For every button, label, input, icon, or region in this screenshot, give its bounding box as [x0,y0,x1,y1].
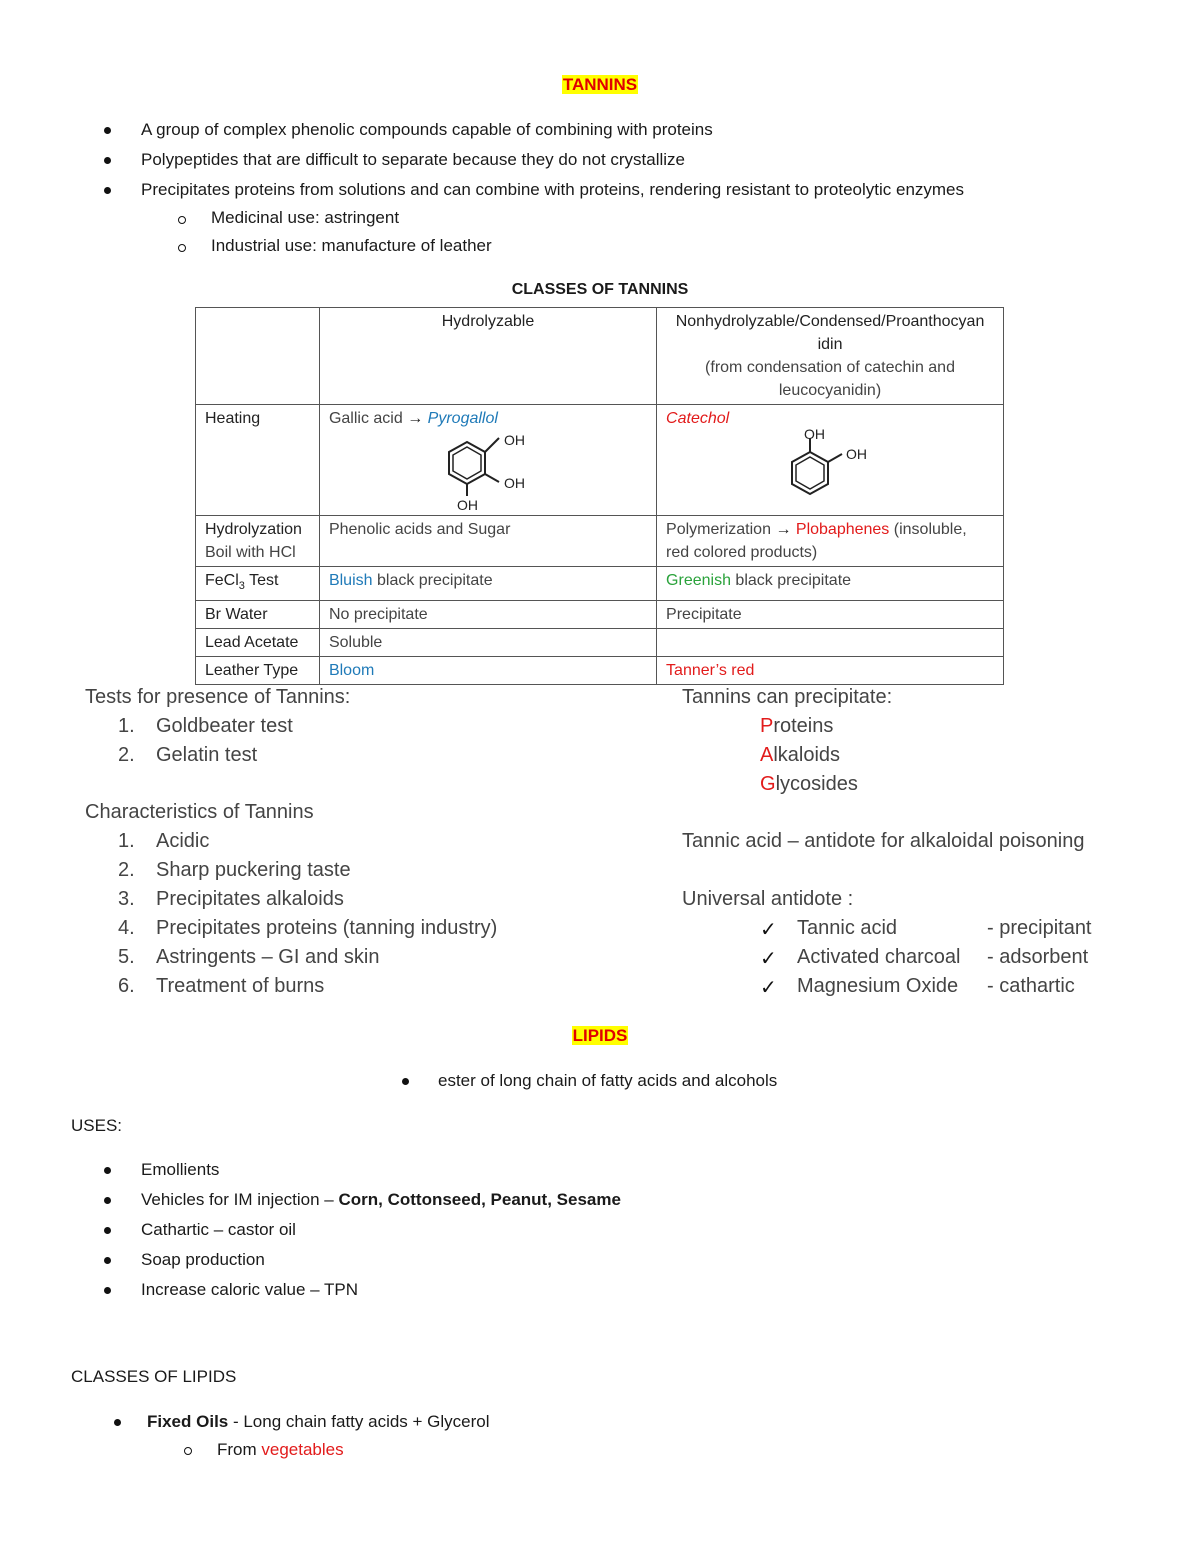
table-row [196,601,1004,629]
list-item: Cathartic – castor oil [141,1220,296,1239]
list-item: From vegetables [217,1440,344,1459]
list-item: Increase caloric value – TPN [141,1280,359,1299]
lipids-definition: ester of long chain of fatty acids and alcohols [438,1071,778,1090]
uses-heading: USES: [71,1116,123,1135]
row-label-leather: Leather Type [196,657,320,685]
check-icon: ✓ [760,919,777,941]
catechol-structure: OH OH [666,430,994,512]
hydrolyzation-condensed: Polymerization → Plobaphenes (insoluble, red colored products) [657,516,1004,567]
table-row [196,567,1004,601]
tannins-title: TANNINS [562,75,638,94]
list-item: Vehicles for IM injection – Corn, Cottonseed, Peanut, Sesame [141,1190,621,1209]
list-item: Precipitates proteins from solutions and can combine with proteins, rendering resistant to proteolytic enzymes [141,180,965,199]
row-label-heating: Heating [196,405,320,516]
check-icon: ✓ [760,948,777,970]
table-header-row [196,308,1004,405]
list-item: Alkaloids [760,744,841,766]
lead-condensed [657,629,1004,657]
lead-hydrolyzable: Soluble [319,629,656,657]
list-item: 2. Gelatin test [118,744,258,766]
list-item: 1. Acidic [118,830,210,852]
characteristics-heading: Characteristics of Tannins [85,801,314,823]
pyrogallol-structure: OH OH OH [329,430,647,512]
list-item: 6. Treatment of burns [118,975,325,997]
list-item: Emollients [141,1160,220,1179]
precipitate-heading: Tannins can precipitate: [682,686,893,708]
fecl3-hydrolyzable: Bluish black precipitate [319,567,656,601]
header-hydrolyzable: Hydrolyzable [319,308,656,405]
list-item: Proteins [760,715,834,737]
br-hydrolyzable: No precipitate [319,601,656,629]
universal-heading: Universal antidote : [682,888,854,910]
row-label-lead: Lead Acetate [196,629,320,657]
leather-condensed: Tanner’s red [657,657,1004,685]
list-item: ✓ Activated charcoal - adsorbent [760,946,1089,970]
row-label-fecl3: FeCl$_3$ Test [196,567,320,601]
br-condensed: Precipitate [657,601,1004,629]
list-item: Glycosides [760,773,858,795]
list-item: Industrial use: manufacture of leather [211,236,492,255]
tests-heading: Tests for presence of Tannins: [85,686,351,708]
table-row [196,405,1004,516]
lipids-title: LIPIDS [572,1026,628,1045]
classes-table-title: CLASSES OF TANNINS [511,281,689,298]
leather-hydrolyzable: Bloom [319,657,656,685]
row-label-br: Br Water [196,601,320,629]
list-item: 4. Precipitates proteins (tanning industry) [118,917,498,939]
list-item: Medicinal use: astringent [211,208,400,227]
list-item: 3. Precipitates alkaloids [118,888,344,910]
list-item: ✓ Magnesium Oxide - cathartic [760,975,1075,999]
list-item: Soap production [141,1250,265,1269]
list-item: 1. Goldbeater test [118,715,293,737]
hydrolyzation-hydrolyzable: Phenolic acids and Sugar [319,516,656,567]
fecl3-condensed: Greenish black precipitate [657,567,1004,601]
classes-of-lipids-heading: CLASSES OF LIPIDS [71,1367,237,1386]
list-item: A group of complex phenolic compounds capable of combining with proteins [141,120,713,139]
table-row [196,657,1004,685]
classes-table [195,307,1004,685]
list-item: 5. Astringents – GI and skin [118,946,380,968]
list-item: ✓ Tannic acid - precipitant [760,917,1092,941]
heating-condensed: Catechol OH OH [657,405,1004,516]
check-icon: ✓ [760,977,777,999]
row-label-hydrolyzation: Hydrolyzation Boil with HCl [196,516,320,567]
list-item: Fixed Oils - Long chain fatty acids + Glycerol [147,1412,490,1431]
antidote-line: Tannic acid – antidote for alkaloidal poisoning [682,830,1085,852]
heating-hydrolyzable: Gallic acid → Pyrogallol OH OH OH [319,405,656,516]
table-row [196,516,1004,567]
list-item: 2. Sharp puckering taste [118,859,351,881]
table-row [196,629,1004,657]
list-item: Polypeptides that are difficult to separate because they do not crystallize [141,150,686,169]
header-condensed: Nonhydrolyzable/Condensed/Proanthocyan idin (from condensation of catechin and leucocyanidin) [657,308,1004,405]
